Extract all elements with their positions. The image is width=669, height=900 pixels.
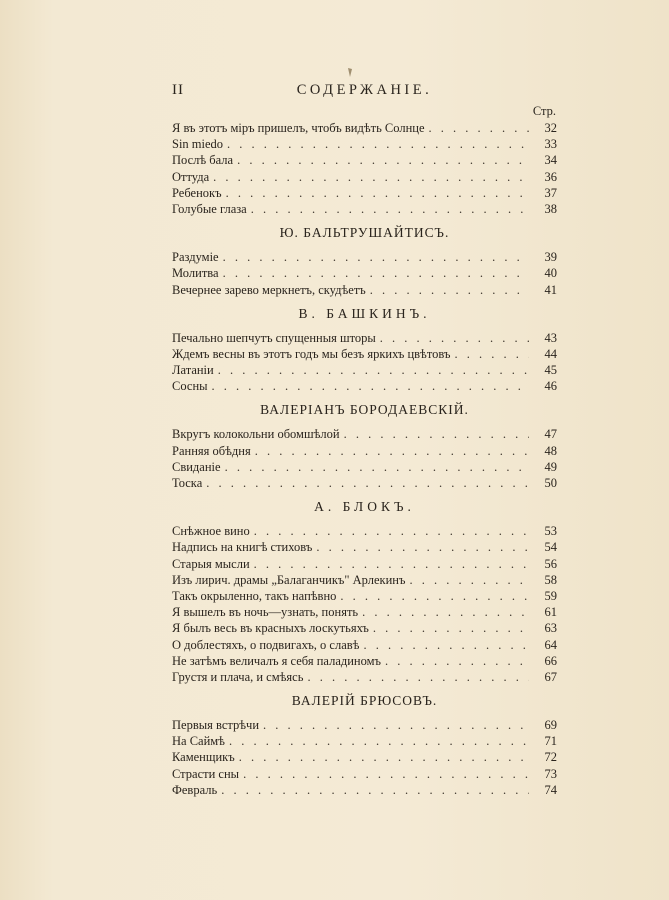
- entry-title: Тоска: [172, 476, 203, 490]
- toc-entry: [172, 120, 557, 136]
- dot-leader: [344, 426, 529, 442]
- dot-leader: [223, 265, 529, 281]
- page-number: II: [172, 82, 184, 98]
- toc-entry: [172, 282, 557, 298]
- section-heading: Ю. БАЛЬТРУШАЙТИСЪ.: [279, 225, 450, 241]
- toc-entry: [172, 749, 557, 765]
- toc-entry: [172, 717, 557, 733]
- toc-entry: [172, 426, 557, 442]
- toc-entry: [172, 330, 557, 346]
- toc-entry: [172, 265, 557, 281]
- entry-page-number: 56: [544, 556, 557, 571]
- dot-leader: [385, 653, 529, 669]
- toc-entry: [172, 475, 557, 491]
- toc-entry: [172, 620, 557, 636]
- toc-entry: [172, 185, 557, 201]
- dot-leader: [229, 733, 529, 749]
- entry-page-number: 53: [544, 524, 557, 539]
- entry-page-number: 49: [544, 459, 557, 474]
- toc-entry: [172, 136, 557, 152]
- entry-page-number: 67: [544, 669, 557, 684]
- toc-entry: [172, 556, 557, 572]
- entry-title: На Саймѣ: [172, 734, 225, 749]
- entry-page-number: 46: [544, 379, 557, 394]
- entry-page-number: 41: [544, 282, 557, 297]
- entry-page-number: 73: [544, 766, 557, 781]
- dot-leader: [251, 201, 529, 217]
- entry-title: Sin miedo: [172, 137, 224, 152]
- entry-title: Я былъ весь въ красныхъ лоскутьяхъ: [172, 621, 369, 636]
- entry-title: Надпись на книгѣ стиховъ: [172, 540, 313, 555]
- dot-leader: [254, 523, 529, 539]
- entry-page-number: 48: [544, 443, 557, 458]
- toc-entry: [172, 443, 557, 459]
- entry-page-number: 47: [544, 427, 557, 442]
- entry-title: Свиданіе: [172, 459, 221, 474]
- entry-title: Ребенокъ: [172, 185, 222, 200]
- toc-entry: [172, 459, 557, 475]
- entry-page-number: 39: [544, 250, 557, 265]
- section-heading: В. БАШКИНЪ.: [298, 305, 431, 321]
- toc-entry: [172, 782, 557, 798]
- entry-page-number: 33: [544, 137, 557, 152]
- dot-leader: [212, 378, 529, 394]
- entry-page-number: 43: [544, 330, 557, 345]
- entry-page-number: 64: [544, 637, 557, 652]
- entry-page-number: 38: [544, 201, 557, 216]
- entry-title: Каменщикъ: [172, 750, 235, 765]
- ink-mark-icon: [347, 68, 353, 78]
- entry-title: Латаніи: [172, 363, 214, 378]
- entry-page-number: 69: [544, 718, 557, 733]
- entry-title: Вкругъ колокольни обомшѣлой: [172, 427, 340, 442]
- toc-entry: [172, 637, 557, 653]
- toc-entry: [172, 539, 557, 555]
- toc-entry: [172, 572, 557, 588]
- entry-page-number: 72: [544, 750, 557, 765]
- page-header: [172, 82, 557, 102]
- table-of-contents: [172, 120, 557, 798]
- toc-entry: [172, 362, 557, 378]
- toc-entry: [172, 733, 557, 749]
- dot-leader: [454, 346, 529, 362]
- entry-title: Печально шепчутъ спущенныя шторы: [172, 330, 376, 345]
- entry-title: Изъ лирич. драмы „Балаганчикъ" Арлекинъ: [172, 572, 406, 587]
- toc-entry: [172, 653, 557, 669]
- entry-title: Грустя и плача, и смѣясь: [172, 669, 304, 684]
- dot-leader: [362, 604, 529, 620]
- dot-leader: [227, 136, 529, 152]
- entry-title: Вечернее зарево меркнетъ, скудѣетъ: [172, 282, 366, 297]
- entry-page-number: 36: [544, 169, 557, 184]
- entry-page-number: 71: [544, 734, 557, 749]
- section-heading: ВАЛЕРІАНЪ БОРОДАЕВСКІЙ.: [260, 402, 469, 418]
- dot-leader: [316, 539, 529, 555]
- toc-entry: [172, 201, 557, 217]
- toc-entry: [172, 169, 557, 185]
- toc-entry: [172, 152, 557, 168]
- entry-page-number: 32: [544, 121, 557, 135]
- entry-page-number: 66: [544, 653, 557, 668]
- dot-leader: [373, 620, 529, 636]
- entry-title: О доблестяхъ, о подвигахъ, о славѣ: [172, 637, 360, 652]
- entry-title: Голубые глаза: [172, 201, 247, 216]
- dot-leader: [239, 749, 529, 765]
- toc-entry: [172, 346, 557, 362]
- toc-entry: [172, 249, 557, 265]
- entry-title: Послѣ бала: [172, 153, 234, 168]
- entry-title: Такъ окрыленно, такъ напѣвно: [172, 588, 337, 603]
- toc-entry: [172, 523, 557, 539]
- dot-leader: [206, 475, 529, 491]
- entry-title: Не затѣмъ величалъ я себя паладиномъ: [172, 653, 381, 668]
- entry-title: Февраль: [172, 782, 218, 797]
- entry-page-number: 63: [544, 621, 557, 636]
- entry-title: Молитва: [172, 266, 219, 281]
- entry-page-number: 54: [544, 540, 557, 555]
- dot-leader: [213, 169, 529, 185]
- section-heading: А. БЛОКЪ.: [314, 499, 415, 515]
- entry-title: Снѣжное вино: [172, 524, 250, 539]
- dot-leader: [340, 588, 529, 604]
- dot-leader: [263, 717, 529, 733]
- dot-leader: [409, 572, 529, 588]
- dot-leader: [255, 443, 529, 459]
- dot-leader: [243, 766, 529, 782]
- toc-entry: [172, 604, 557, 620]
- dot-leader: [223, 249, 529, 265]
- dot-leader: [221, 782, 529, 798]
- dot-leader: [218, 362, 529, 378]
- section-heading: ВАЛЕРІЙ БРЮСОВЪ.: [291, 693, 438, 709]
- entry-title: Ждемъ весны въ этотъ годъ мы безъ яркихъ цвѣтовъ: [172, 346, 451, 361]
- toc-entry: [172, 766, 557, 782]
- toc-entry: [172, 588, 557, 604]
- dot-leader: [429, 120, 529, 136]
- page-title: СОДЕРЖАНІЕ.: [296, 82, 433, 98]
- entry-title: Первыя встрѣчи: [172, 718, 260, 733]
- entry-title: Старыя мысли: [172, 556, 250, 571]
- entry-page-number: 37: [544, 185, 557, 200]
- entry-page-number: 44: [544, 346, 557, 361]
- dot-leader: [225, 459, 529, 475]
- page-column-label: Стр.: [532, 104, 556, 118]
- dot-leader: [380, 330, 529, 346]
- entry-page-number: 50: [544, 476, 557, 490]
- entry-title: Я въ этотъ міръ пришелъ, чтобъ видѣть Солнце: [172, 121, 425, 135]
- entry-title: Я вышелъ въ ночь—узнать, понять: [172, 605, 359, 620]
- dot-leader: [370, 282, 529, 298]
- entry-page-number: 45: [544, 363, 557, 378]
- dot-leader: [237, 152, 529, 168]
- entry-page-number: 74: [544, 782, 557, 797]
- entry-page-number: 58: [544, 572, 557, 587]
- toc-entry: [172, 669, 557, 685]
- dot-leader: [363, 637, 529, 653]
- entry-title: Страсти сны: [172, 766, 240, 781]
- entry-page-number: 34: [544, 153, 557, 168]
- dot-leader: [307, 669, 529, 685]
- dot-leader: [254, 556, 529, 572]
- entry-title: Раздуміе: [172, 250, 219, 265]
- entry-title: Сосны: [172, 379, 208, 394]
- entry-page-number: 40: [544, 266, 557, 281]
- toc-entry: [172, 378, 557, 394]
- entry-title: Оттуда: [172, 169, 210, 184]
- entry-page-number: 61: [544, 605, 557, 620]
- entry-title: Ранняя обѣдня: [172, 443, 251, 458]
- dot-leader: [226, 185, 529, 201]
- entry-page-number: 59: [544, 588, 557, 603]
